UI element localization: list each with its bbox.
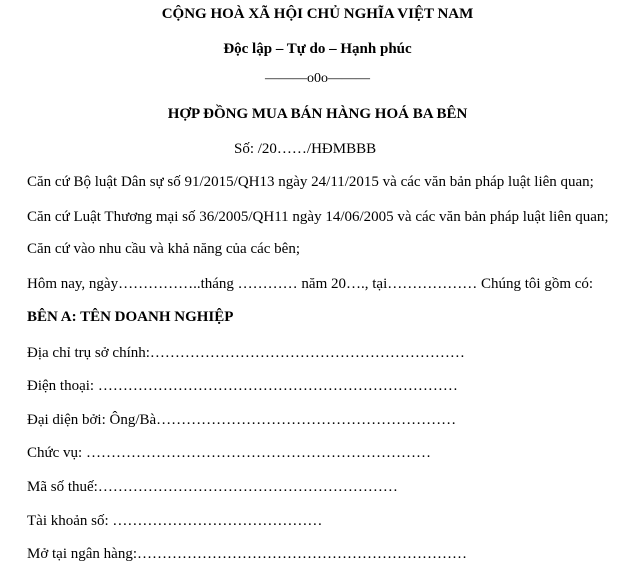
contract-date-place: Hôm nay, ngày……………..tháng ………… năm 20…., tại……………… Chúng tôi gồm có: (27, 276, 594, 292)
party-a-bank-field: Mở tại ngân hàng:………………………………………………………… (27, 546, 467, 562)
party-a-account-field: Tài khoản số: …………………………………… (27, 513, 323, 529)
contract-number: Số: /20……/HĐMBBB (234, 141, 377, 157)
nation-heading: CỘNG HOÀ XÃ HỘI CHỦ NGHĨA VIỆT NAM (161, 6, 474, 22)
party-a-tax-code-field: Mã số thuế:…………………………………………………… (27, 479, 398, 495)
party-a-phone-field: Điện thoại: ……………………………………………………………… (27, 378, 458, 394)
legal-basis-civil-code: Căn cứ Bộ luật Dân sự số 91/2015/QH13 ngày 24/11/2015 và các văn bản pháp luật liên quan; (27, 174, 594, 190)
party-a-address-field: Địa chỉ trụ sở chính:……………………………………………………… (27, 345, 465, 361)
contract-title: HỢP ĐỒNG MUA BÁN HÀNG HOÁ BA BÊN (167, 106, 468, 122)
legal-basis-needs: Căn cứ vào nhu cầu và khả năng của các bên; (27, 241, 301, 257)
party-a-heading: BÊN A: TÊN DOANH NGHIỆP (27, 309, 234, 325)
party-a-position-field: Chức vụ: …………………………………………………………… (27, 445, 431, 461)
party-a-representative-field: Đại diện bởi: Ông/Bà…………………………………………………… (27, 412, 457, 428)
motto: Độc lập – Tự do – Hạnh phúc (223, 41, 412, 57)
legal-basis-commercial-law: Căn cứ Luật Thương mại số 36/2005/QH11 ngày 14/06/2005 và các văn bản pháp luật liên quan; (27, 209, 609, 225)
separator: ———o0o——— (265, 71, 370, 86)
